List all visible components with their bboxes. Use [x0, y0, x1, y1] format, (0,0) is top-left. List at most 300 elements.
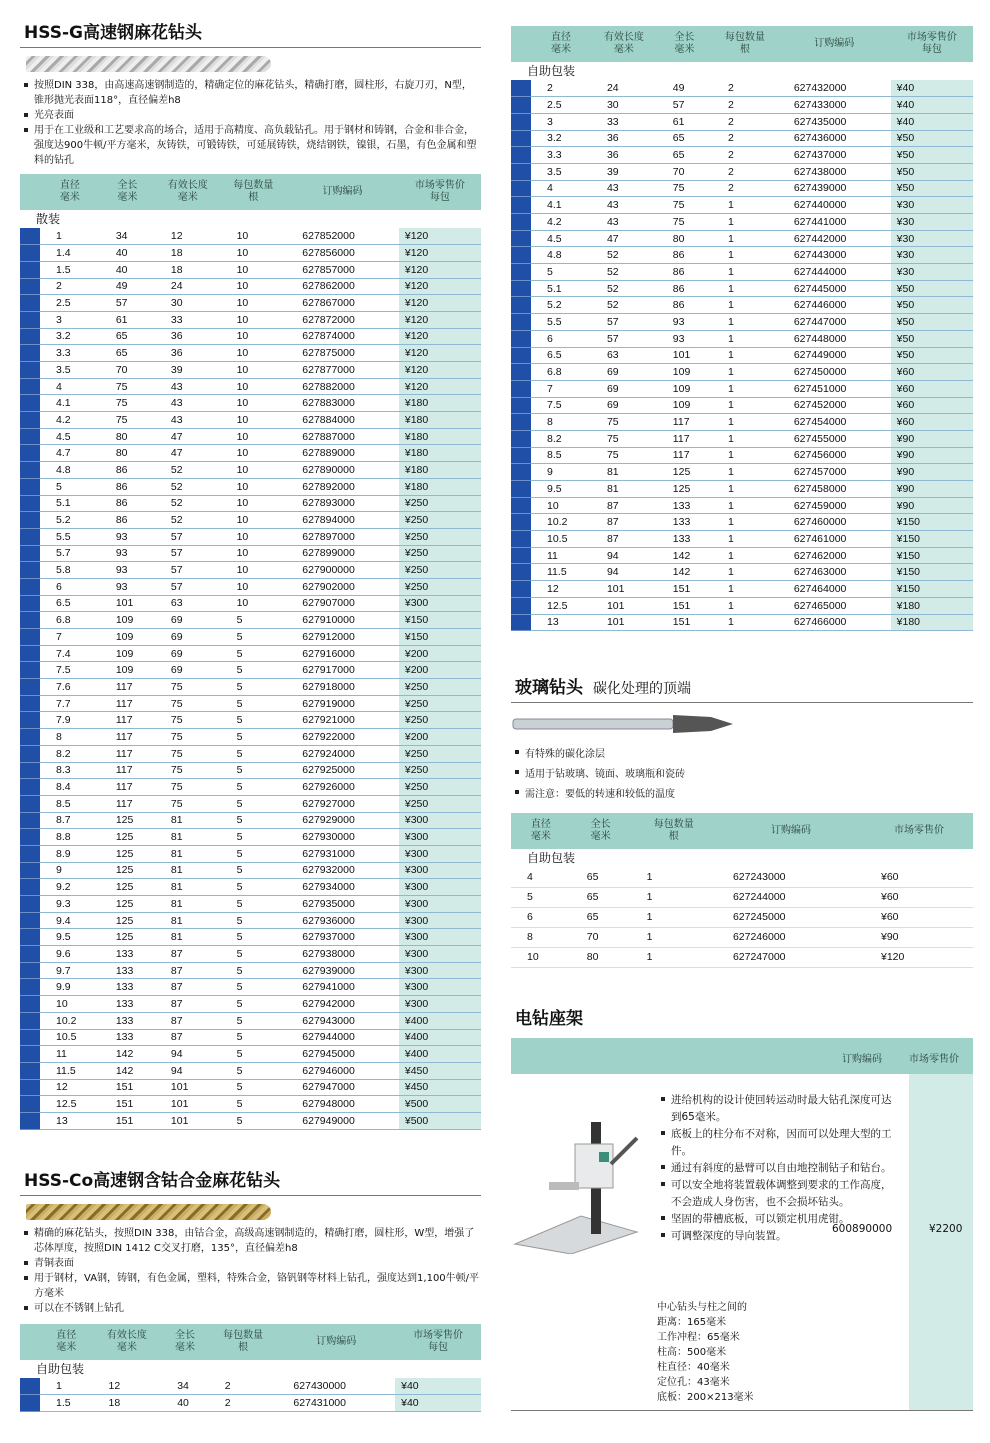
glass-title-main: 玻璃钻头: [515, 678, 583, 699]
table-cell: 117: [657, 430, 712, 447]
table-cell: 627941000: [286, 979, 399, 996]
price-cell: ¥40: [891, 80, 973, 97]
table-cell: 9.5: [40, 929, 100, 946]
row-marker: [20, 812, 40, 829]
price-cell: ¥150: [399, 612, 481, 629]
table-row: [511, 147, 973, 164]
table-cell: 627430000: [277, 1378, 395, 1395]
column-header: 市场零售价 每包: [891, 26, 973, 62]
table-cell: 627884000: [286, 412, 399, 429]
table-cell: 87: [591, 514, 657, 531]
row-marker: [20, 295, 40, 312]
row-marker: [20, 712, 40, 729]
column-header: 市场零售价: [865, 813, 973, 849]
table-row: [511, 514, 973, 531]
table-cell: 627436000: [778, 130, 891, 147]
table-cell: 133: [657, 531, 712, 548]
row-marker: [20, 278, 40, 295]
table-cell: 109: [100, 645, 155, 662]
table-cell: 627454000: [778, 414, 891, 431]
table-row: [20, 445, 481, 462]
table-row: [20, 1112, 481, 1129]
row-marker: [20, 845, 40, 862]
table-cell: 627441000: [778, 214, 891, 231]
table-cell: 1: [712, 264, 778, 281]
table-cell: 1: [712, 464, 778, 481]
table-cell: 627461000: [778, 531, 891, 548]
table-row: [511, 614, 973, 631]
table-cell: 627449000: [778, 347, 891, 364]
table-cell: 69: [591, 380, 657, 397]
table-cell: 5: [221, 946, 287, 963]
table-cell: 1: [712, 514, 778, 531]
table-cell: 3.5: [40, 362, 100, 379]
table-cell: 57: [155, 562, 221, 579]
table-cell: 12: [40, 1079, 100, 1096]
table-cell: 3.3: [531, 147, 591, 164]
table-row: [20, 1029, 481, 1046]
table-cell: 125: [100, 929, 155, 946]
table-row: [20, 395, 481, 412]
column-header: 有效长度 毫米: [93, 1324, 162, 1360]
price-cell: ¥120: [399, 328, 481, 345]
table-cell: 75: [155, 762, 221, 779]
price-cell: ¥180: [891, 614, 973, 631]
table-cell: 627918000: [286, 679, 399, 696]
table-cell: 1: [712, 564, 778, 581]
table-cell: 69: [591, 364, 657, 381]
column-header: 订购编码: [778, 26, 891, 62]
table-cell: 1: [712, 597, 778, 614]
table-cell: 10.2: [531, 514, 591, 531]
table-row: [511, 264, 973, 281]
table-row: [20, 261, 481, 278]
table-row: [511, 130, 973, 147]
table-cell: 8.7: [40, 812, 100, 829]
table-row: [20, 679, 481, 696]
table-cell: 117: [100, 695, 155, 712]
table-cell: 2: [531, 80, 591, 97]
table-cell: 627458000: [778, 481, 891, 498]
bullet: 进给机构的设计使回转运动时最大钻孔深度可达到65毫米。: [657, 1092, 892, 1126]
table-cell: 627438000: [778, 163, 891, 180]
row-marker: [20, 729, 40, 746]
price-cell: ¥90: [891, 430, 973, 447]
table-cell: 81: [155, 879, 221, 896]
table-cell: 627460000: [778, 514, 891, 531]
table-cell: 2: [209, 1378, 278, 1395]
table-cell: 627890000: [286, 462, 399, 479]
table-cell: 94: [591, 564, 657, 581]
stand-order-code: 600890000: [832, 1222, 893, 1235]
table-row: [20, 428, 481, 445]
table-cell: 4.7: [40, 445, 100, 462]
table-cell: 86: [657, 297, 712, 314]
price-cell: ¥30: [891, 230, 973, 247]
stand-title: 电钻座架: [515, 1008, 583, 1029]
table-cell: 1: [40, 1378, 93, 1395]
table-row: [511, 481, 973, 498]
row-marker: [511, 514, 531, 531]
table-cell: 40: [161, 1394, 209, 1411]
table-cell: 3.5: [531, 163, 591, 180]
table-cell: 117: [100, 762, 155, 779]
table-cell: 87: [155, 996, 221, 1013]
table-row: [20, 362, 481, 379]
table-cell: 65: [571, 887, 631, 907]
table-cell: 1: [712, 330, 778, 347]
price-cell: ¥120: [399, 228, 481, 245]
row-marker: [20, 779, 40, 796]
price-cell: ¥120: [399, 362, 481, 379]
table-cell: 133: [100, 979, 155, 996]
header-spacer: [511, 26, 531, 62]
table-cell: 63: [155, 595, 221, 612]
table-cell: 8.3: [40, 762, 100, 779]
table-cell: 1: [712, 230, 778, 247]
row-marker: [20, 1029, 40, 1046]
table-cell: 12: [93, 1378, 162, 1395]
table-cell: 627875000: [286, 345, 399, 362]
table-cell: 5: [221, 762, 287, 779]
table-cell: 4.5: [40, 428, 100, 445]
table-cell: 39: [591, 163, 657, 180]
price-cell: ¥300: [399, 996, 481, 1013]
table-cell: 1: [631, 947, 717, 967]
table-cell: 627883000: [286, 395, 399, 412]
row-marker: [20, 412, 40, 429]
table-cell: 9: [40, 862, 100, 879]
table-cell: 13: [40, 1112, 100, 1129]
table-cell: 627924000: [286, 745, 399, 762]
table-cell: 75: [657, 197, 712, 214]
price-cell: ¥90: [865, 927, 973, 947]
table-row: [20, 745, 481, 762]
spec-line: 定位孔：43毫米: [657, 1376, 730, 1388]
table-cell: 627457000: [778, 464, 891, 481]
table-cell: 5: [221, 629, 287, 646]
bullet: 青铜表面: [20, 1256, 481, 1271]
table-cell: 5: [221, 1046, 287, 1063]
price-cell: ¥150: [891, 564, 973, 581]
table-cell: 5.8: [40, 562, 100, 579]
table-cell: 2: [712, 97, 778, 114]
table-cell: 1.4: [40, 245, 100, 262]
table-cell: 11.5: [40, 1062, 100, 1079]
price-cell: ¥300: [399, 962, 481, 979]
row-marker: [511, 330, 531, 347]
price-cell: ¥250: [399, 745, 481, 762]
table-cell: 3: [531, 113, 591, 130]
table-cell: 80: [100, 428, 155, 445]
price-cell: ¥60: [865, 907, 973, 927]
row-marker: [20, 645, 40, 662]
table-cell: 36: [591, 130, 657, 147]
row-marker: [511, 547, 531, 564]
row-marker: [511, 247, 531, 264]
table-cell: 75: [591, 430, 657, 447]
table-cell: 94: [155, 1062, 221, 1079]
column-header: 直径 毫米: [511, 813, 571, 849]
price-cell: ¥50: [891, 163, 973, 180]
row-marker: [20, 879, 40, 896]
table-cell: 6: [511, 907, 571, 927]
table-cell: 70: [100, 362, 155, 379]
glass-bullets: [511, 745, 973, 805]
table-cell: 627857000: [286, 261, 399, 278]
table-row: [511, 867, 973, 887]
price-cell: ¥40: [395, 1378, 481, 1395]
table-cell: 1: [712, 247, 778, 264]
table-cell: 6: [531, 330, 591, 347]
price-cell: ¥200: [399, 729, 481, 746]
table-row: [20, 979, 481, 996]
table-cell: 65: [657, 130, 712, 147]
table-cell: 5: [221, 896, 287, 913]
table-cell: 18: [93, 1394, 162, 1411]
column-header: 有效长度 毫米: [591, 26, 657, 62]
table-cell: 9.9: [40, 979, 100, 996]
table-cell: 5: [511, 887, 571, 907]
row-marker: [511, 497, 531, 514]
table-cell: 5: [221, 812, 287, 829]
spec-line: 柱直径：40毫米: [657, 1361, 730, 1373]
table-cell: 5: [221, 862, 287, 879]
column-header: 全长 毫米: [657, 26, 712, 62]
table-cell: 627447000: [778, 314, 891, 331]
table-cell: 6.5: [40, 595, 100, 612]
price-cell: ¥60: [891, 397, 973, 414]
table-cell: 43: [591, 214, 657, 231]
table-cell: 57: [155, 528, 221, 545]
stand-header: [511, 1038, 973, 1074]
bullet: 可以在不锈钢上钻孔: [20, 1301, 481, 1316]
table-cell: 627446000: [778, 297, 891, 314]
table-cell: 627893000: [286, 495, 399, 512]
price-cell: ¥300: [399, 896, 481, 913]
price-cell: ¥180: [399, 412, 481, 429]
table-cell: 5: [221, 745, 287, 762]
price-cell: ¥50: [891, 347, 973, 364]
column-header: 直径 毫米: [40, 1324, 93, 1360]
table-row: [20, 295, 481, 312]
row-marker: [20, 1012, 40, 1029]
table-cell: 10: [221, 578, 287, 595]
table-row: [511, 397, 973, 414]
table-cell: 52: [155, 462, 221, 479]
table-cell: 52: [591, 297, 657, 314]
price-cell: ¥300: [399, 595, 481, 612]
hss-g-bullets: [20, 78, 481, 168]
price-cell: ¥120: [399, 278, 481, 295]
table-cell: 7: [40, 629, 100, 646]
table-cell: 10: [221, 445, 287, 462]
table-cell: 6.5: [531, 347, 591, 364]
glass-title: [511, 673, 973, 703]
price-cell: ¥120: [399, 295, 481, 312]
table-cell: 1: [631, 867, 717, 887]
table-cell: 5: [531, 264, 591, 281]
table-cell: 87: [155, 979, 221, 996]
table-cell: 1: [712, 397, 778, 414]
table-cell: 10: [221, 595, 287, 612]
row-marker: [20, 545, 40, 562]
table-cell: 86: [657, 280, 712, 297]
row-marker: [511, 80, 531, 97]
table-cell: 5.2: [531, 297, 591, 314]
table-cell: 133: [100, 1012, 155, 1029]
table-cell: 2.5: [531, 97, 591, 114]
row-marker: [20, 1062, 40, 1079]
table-row: [20, 528, 481, 545]
table-cell: 627917000: [286, 662, 399, 679]
price-cell: ¥180: [891, 597, 973, 614]
table-cell: 627943000: [286, 1012, 399, 1029]
table-cell: 93: [100, 562, 155, 579]
table-cell: 2: [209, 1394, 278, 1411]
bullet: 底板上的柱分布不对称，因而可以处理大型的工件。: [657, 1126, 892, 1160]
table-cell: 81: [155, 896, 221, 913]
table-cell: 10: [221, 311, 287, 328]
table-cell: 627948000: [286, 1096, 399, 1113]
price-cell: ¥60: [891, 380, 973, 397]
row-marker: [20, 562, 40, 579]
table-cell: 75: [155, 779, 221, 796]
row-marker: [511, 130, 531, 147]
table-row: [20, 896, 481, 913]
table-cell: 52: [155, 512, 221, 529]
row-marker: [20, 345, 40, 362]
table-row: [20, 228, 481, 245]
table-cell: 8.4: [40, 779, 100, 796]
table-cell: 627889000: [286, 445, 399, 462]
table-cell: 5: [221, 612, 287, 629]
table-cell: 627939000: [286, 962, 399, 979]
table-cell: 4: [531, 180, 591, 197]
table-cell: 93: [657, 330, 712, 347]
spec-line: 底板：200×213毫米: [657, 1391, 754, 1403]
table-cell: 2: [712, 147, 778, 164]
table-cell: 18: [155, 261, 221, 278]
row-marker: [511, 397, 531, 414]
glass-drill-image: [511, 709, 741, 739]
table-cell: 117: [100, 679, 155, 696]
table-row: [20, 946, 481, 963]
table-cell: 39: [155, 362, 221, 379]
table-cell: 109: [100, 662, 155, 679]
price-cell: ¥120: [399, 378, 481, 395]
table-cell: 117: [100, 745, 155, 762]
table-cell: 109: [100, 612, 155, 629]
table-cell: 133: [100, 962, 155, 979]
table-cell: 101: [155, 1079, 221, 1096]
table-cell: 101: [155, 1112, 221, 1129]
table-cell: 151: [100, 1112, 155, 1129]
price-cell: ¥300: [399, 912, 481, 929]
table-cell: 13: [531, 614, 591, 631]
table-cell: 1: [712, 481, 778, 498]
table-cell: 75: [657, 214, 712, 231]
row-marker: [511, 364, 531, 381]
price-cell: ¥200: [399, 662, 481, 679]
row-marker: [20, 745, 40, 762]
price-cell: ¥300: [399, 829, 481, 846]
table-row: [20, 695, 481, 712]
price-cell: ¥250: [399, 695, 481, 712]
table-cell: 1: [712, 347, 778, 364]
table-cell: 142: [100, 1062, 155, 1079]
table-cell: 627448000: [778, 330, 891, 347]
table-cell: 2: [40, 278, 100, 295]
table-cell: 10: [221, 328, 287, 345]
price-cell: ¥150: [891, 581, 973, 598]
table-cell: 81: [591, 481, 657, 498]
bullet: 需注意：要低的转速和较低的温度: [511, 785, 973, 805]
table-cell: 75: [100, 395, 155, 412]
row-marker: [20, 595, 40, 612]
table-cell: 10: [531, 497, 591, 514]
table-row: [20, 662, 481, 679]
row-marker: [511, 197, 531, 214]
table-cell: 1: [712, 297, 778, 314]
table-cell: 2: [712, 163, 778, 180]
table-cell: 93: [100, 578, 155, 595]
table-cell: 4.5: [531, 230, 591, 247]
table-cell: 627440000: [778, 197, 891, 214]
table-row: [20, 712, 481, 729]
table-cell: 75: [155, 695, 221, 712]
row-marker: [20, 328, 40, 345]
table-cell: 75: [155, 795, 221, 812]
row-marker: [20, 612, 40, 629]
glass-subtitle: 碳化处理的顶端: [593, 681, 691, 698]
table-row: [511, 197, 973, 214]
table-cell: 18: [155, 245, 221, 262]
table-cell: 81: [155, 812, 221, 829]
table-cell: 34: [161, 1378, 209, 1395]
table-cell: 627932000: [286, 862, 399, 879]
table-cell: 10: [221, 245, 287, 262]
table-row: [20, 578, 481, 595]
table-cell: 117: [100, 795, 155, 812]
table-cell: 5.7: [40, 545, 100, 562]
table-row: [20, 779, 481, 796]
price-cell: ¥250: [399, 712, 481, 729]
table-cell: 627439000: [778, 180, 891, 197]
table-cell: 10: [221, 378, 287, 395]
price-cell: ¥250: [399, 545, 481, 562]
table-cell: 5: [221, 1112, 287, 1129]
column-header: 市场零售价 每包: [395, 1324, 481, 1360]
hss-co-table-continued: [511, 26, 973, 631]
column-header: 全长 毫米: [161, 1324, 209, 1360]
table-cell: 10.2: [40, 1012, 100, 1029]
table-cell: 4: [511, 867, 571, 887]
table-row: [511, 414, 973, 431]
table-cell: 10: [221, 228, 287, 245]
stand-body: [511, 1074, 973, 1411]
table-cell: 627852000: [286, 228, 399, 245]
table-cell: 7: [531, 380, 591, 397]
table-cell: 57: [591, 314, 657, 331]
table-cell: 8.5: [40, 795, 100, 812]
table-cell: 627433000: [778, 97, 891, 114]
row-marker: [511, 447, 531, 464]
table-cell: 627944000: [286, 1029, 399, 1046]
table-cell: 36: [155, 328, 221, 345]
table-cell: 125: [657, 481, 712, 498]
table-cell: 5: [221, 929, 287, 946]
